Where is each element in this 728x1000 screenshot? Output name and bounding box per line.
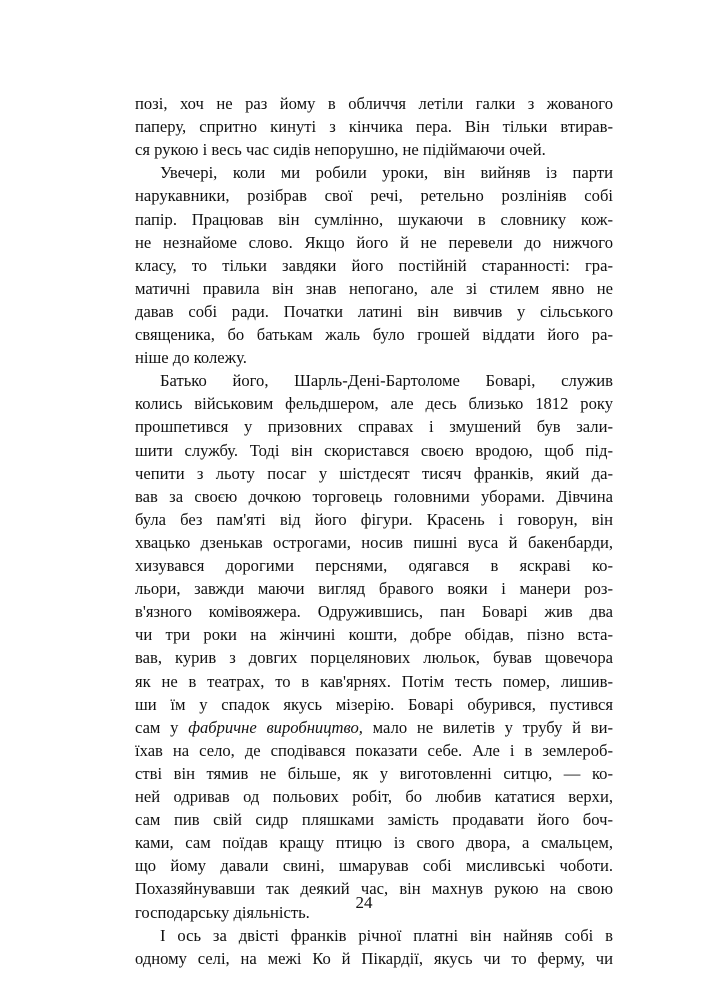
text-line: не незнайоме слово. Якщо його й не перевели до нижчого xyxy=(135,232,613,252)
text-line: ней одривав од польових робіт, бо любив кататися верхи, xyxy=(135,787,613,806)
text-line: ками, сам поїдав кращу птицю із свого двора, а смальцем, xyxy=(135,833,613,853)
text-line: матичні правила він знав непогано, але зі стилем явно не xyxy=(135,278,613,298)
text-line: була без пам'яті від його фігури. Красень і говорун, він xyxy=(135,509,613,529)
text-line: ши їм у спадок якусь мізерію. Боварі обурився, пустився xyxy=(135,694,613,714)
text-line: їхав на село, де сподівався показати себе. Але і в землероб- xyxy=(135,740,613,760)
text-line: стві він тямив не більше, як у виготовленні ситцю, — ко- xyxy=(135,763,613,783)
text-line: чи три роки на жінчині кошти, добре обідав, пізно вста- xyxy=(135,625,613,645)
text-line: вав, курив з довгих порцелянових люльок, бував щовечора xyxy=(135,648,613,668)
text-line: колись військовим фельдшером, але десь близько 1812 року xyxy=(135,394,613,414)
text-line: чепити з льоту посаг у шістдесят тисяч франків, який да- xyxy=(135,463,613,483)
text-line: Батько його, Шарль-Дені-Бартоломе Боварі, служив xyxy=(160,371,613,391)
text-line: хвацько дзенькав острогами, носив пишні вуса й бакенбарди, xyxy=(135,532,613,552)
text-line: шити службу. Тоді він скористався своєю вродою, щоб під- xyxy=(135,440,613,460)
text-line: ніше до колежу. xyxy=(135,348,247,368)
text-line: класу, то тільки завдяки його постійній старанності: гра- xyxy=(135,255,613,275)
text-line: що йому давали свині, шмарував собі мисливські чоботи. xyxy=(135,856,613,876)
text-line: ся рукою і весь час сидів непорушно, не підіймаючи очей. xyxy=(135,140,546,160)
text-line: хизувався дорогими перснями, одягався в яскраві ко- xyxy=(135,556,613,575)
text-line: Увечері, коли ми робили уроки, він вийняв із парти xyxy=(160,163,613,183)
text-line: в'язного комівояжера. Одружившись, пан Боварі жив два xyxy=(135,602,613,622)
text-line: вав за своєю дочкою торговець головними уборами. Дівчина xyxy=(135,486,613,506)
text-line: Похазяйнувавши так деякий час, він махнув рукою на свою xyxy=(135,879,613,899)
text-line: господарську діяльність. xyxy=(135,902,310,922)
text-line: давав собі ради. Початки латині він вивчив у сільського xyxy=(135,301,613,321)
text-line: папір. Працював він сумлінно, шукаючи в словнику кож- xyxy=(135,209,613,229)
text-line: нарукавники, розібрав свої речі, ретельно розлініяв собі xyxy=(135,186,613,206)
text-line: паперу, спритно кинуті з кінчика пера. Він тільки втирав- xyxy=(135,117,613,137)
text-line: як не в театрах, то в кав'ярнях. Потім тесть помер, лишив- xyxy=(135,671,613,691)
text-line: священика, бо батькам жаль було грошей віддати його ра- xyxy=(135,325,613,344)
text-line: одному селі, на межі Ко й Пікардії, якусь чи то ферму, чи xyxy=(135,948,613,968)
text-line: прошпетився у призовних справах і змушений був зали- xyxy=(135,417,613,437)
text-line: сам пив свій сидр пляшками замість продавати його боч- xyxy=(135,810,613,830)
text-line: сам у фабричне виробництво, мало не вилетів у трубу й ви- xyxy=(135,717,613,737)
text-line: льори, завжди маючи вигляд бравого вояки і манери роз- xyxy=(135,579,613,599)
text-line: І ось за двісті франків річної платні він найняв собі в xyxy=(160,925,613,945)
text-line: позі, хоч не раз йому в обличчя летіли галки з жованого xyxy=(135,94,613,113)
page-number: 24 xyxy=(355,893,373,912)
